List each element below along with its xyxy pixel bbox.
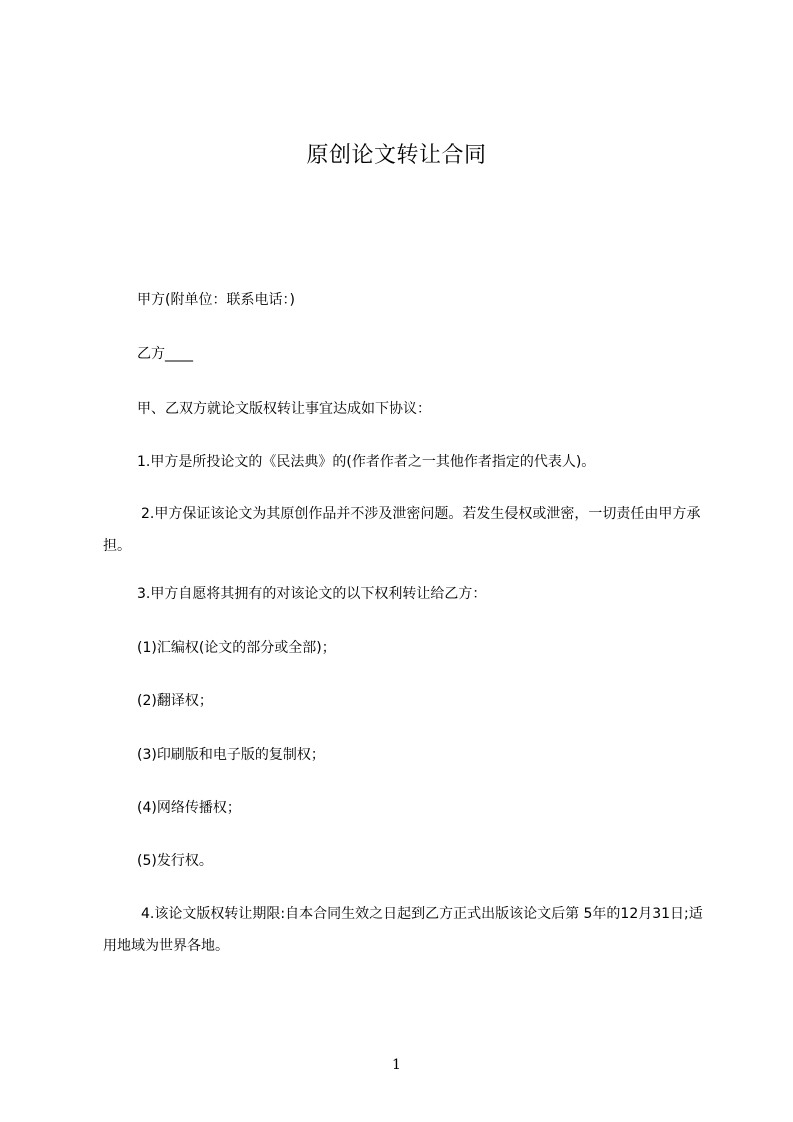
clause-4: 4.该论文版权转让期限:自本合同生效之日起到乙方正式出版该论文后第 5年的12月31日;适用地域为世界各地。 [103,906,703,954]
clause-3-item-2: (2)翻译权； [137,693,213,709]
clause-3-item-1: (1)汇编权(论文的部分或全部)； [137,640,336,656]
clause-1: 1.甲方是所投论文的《民法典》的(作者作者之一其他作者指定的代表人)。 [137,454,596,470]
clause-3: 3.甲方自愿将其拥有的对该论文的以下权利转让给乙方： [137,586,487,602]
party-a-line: 甲方(附单位：联系电话：) [137,292,295,308]
clause-3-item-3: (3)印刷版和电子版的复制权； [137,747,325,763]
clause-3-item-4: (4)网络传播权； [137,800,241,816]
clause-2: 2.甲方保证该论文为其原创作品并不涉及泄密问题。若发生侵权或泄密，一切责任由甲方承担。 [103,506,701,554]
page-number: 1 [392,1057,401,1073]
party-b-line: 乙方____ [137,346,193,362]
clause-3-item-5: (5)发行权。 [137,853,213,869]
agreement-intro: 甲、乙双方就论文版权转让事宜达成如下协议： [137,401,431,417]
document-title: 原创论文转让合同 [306,143,487,168]
